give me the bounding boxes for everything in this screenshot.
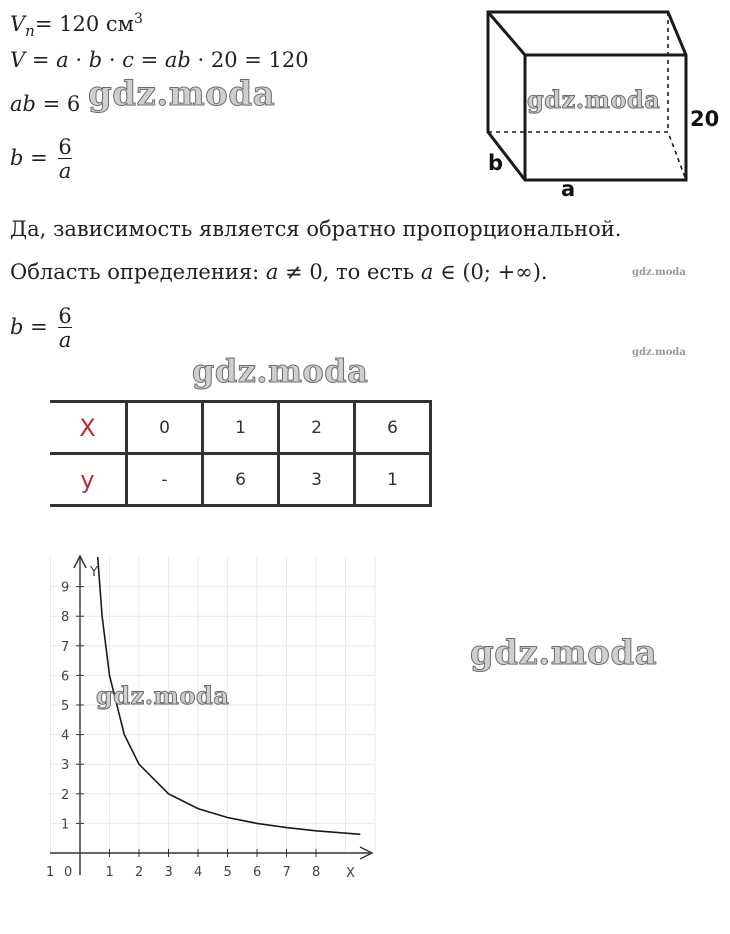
y-tick-label: 5 bbox=[61, 699, 70, 714]
watermark-1: gdz.moda bbox=[88, 74, 276, 114]
fraction2-denominator: a bbox=[58, 328, 72, 352]
table-y-label: y bbox=[50, 454, 127, 506]
table-cell: 0 bbox=[127, 402, 203, 454]
fraction-2 bbox=[58, 305, 71, 352]
formula-b: b bbox=[88, 48, 103, 72]
watermark-4: gdz.moda bbox=[470, 633, 658, 673]
x-tick-label: 3 bbox=[164, 865, 173, 880]
domain-prefix: Область определения: bbox=[10, 260, 266, 284]
watermark-small-2: gdz.moda bbox=[632, 347, 686, 358]
volume-unit-power: 3 bbox=[133, 11, 143, 27]
fraction-numerator: 6 bbox=[58, 135, 72, 159]
y-tick-label: 8 bbox=[61, 610, 70, 626]
formula-b-fraction bbox=[10, 136, 72, 183]
fraction-denominator: a bbox=[58, 159, 72, 183]
table-cell: 6 bbox=[355, 402, 431, 454]
domain-text bbox=[10, 260, 548, 284]
domain-interval: ∈ (0; +∞). bbox=[433, 260, 548, 284]
table-cell: 2 bbox=[279, 402, 355, 454]
watermark-small-1: gdz.moda bbox=[632, 267, 686, 278]
formula-volume-given bbox=[10, 6, 143, 44]
table-row-x bbox=[50, 402, 431, 454]
domain-ne: ≠ 0, то есть bbox=[278, 260, 421, 284]
fraction2-numerator: 6 bbox=[58, 304, 72, 328]
formula-ab-rhs: = 6 bbox=[35, 92, 81, 116]
formula2-eq: = bbox=[23, 315, 55, 339]
x-axis-label: X bbox=[346, 866, 355, 881]
formula-dot1: · bbox=[68, 48, 89, 72]
x-tick-label: 5 bbox=[223, 865, 232, 880]
y-tick-label: 9 bbox=[61, 580, 70, 596]
table-cell: - bbox=[127, 454, 203, 506]
volume-symbol: V bbox=[10, 12, 26, 36]
table-row-y bbox=[50, 454, 431, 506]
watermark-3: gdz.moda bbox=[192, 352, 369, 390]
y-axis-label: Y bbox=[90, 565, 98, 580]
y-tick-label: 1 bbox=[61, 817, 70, 833]
y-tick-label: 6 bbox=[61, 669, 70, 685]
y-tick-label: 3 bbox=[61, 758, 70, 774]
formula-b-lhs: b bbox=[10, 146, 24, 170]
table-x-label: X bbox=[50, 402, 127, 454]
domain-a1: a bbox=[265, 260, 279, 284]
watermark-2: gdz.moda bbox=[527, 85, 661, 114]
formula-ab-lhs: ab bbox=[10, 92, 36, 116]
x-tick-label: 7 bbox=[282, 865, 291, 880]
formula-a: a bbox=[56, 48, 69, 72]
table-cell: 1 bbox=[355, 454, 431, 506]
watermark-5: gdz.moda bbox=[96, 681, 230, 710]
table-cell: 3 bbox=[279, 454, 355, 506]
y-tick-label: 4 bbox=[61, 728, 70, 744]
formula2-b: b bbox=[10, 315, 24, 339]
formula-c: c bbox=[122, 48, 134, 72]
fraction bbox=[58, 136, 71, 183]
formula-dot2: · bbox=[102, 48, 123, 72]
x-tick-label: 6 bbox=[253, 865, 262, 880]
box-a-label: a bbox=[561, 177, 576, 200]
x-tick-label: 8 bbox=[312, 865, 321, 880]
formula-ab: ab bbox=[164, 48, 191, 72]
formula-b-fraction-2 bbox=[10, 305, 72, 352]
formula-ab-equals bbox=[10, 91, 80, 117]
values-table bbox=[50, 400, 432, 507]
table-cell: 1 bbox=[203, 402, 279, 454]
x-tick-label: 4 bbox=[194, 865, 203, 880]
y-tick-label: 7 bbox=[61, 639, 70, 655]
formula-v: V bbox=[10, 48, 26, 72]
y-tick-label: 2 bbox=[61, 787, 70, 803]
hyperbola-graph bbox=[0, 540, 730, 934]
box-b-label: b bbox=[488, 151, 504, 175]
origin-label: 0 bbox=[64, 865, 73, 880]
formula-eq2: = bbox=[133, 48, 165, 72]
formula-volume-product bbox=[10, 47, 309, 73]
domain-a2: a bbox=[420, 260, 434, 284]
formula-b-eq: = bbox=[23, 146, 55, 170]
negative-x-label: 1 bbox=[46, 865, 55, 880]
box-height-label: 20 bbox=[690, 107, 720, 131]
x-tick-label: 2 bbox=[135, 865, 144, 880]
formula-eq1: = bbox=[25, 48, 57, 72]
volume-subscript: n bbox=[25, 22, 35, 41]
x-tick-label: 1 bbox=[105, 865, 114, 880]
statement-text: Да, зависимость является обратно пропорциональной. bbox=[10, 217, 622, 241]
table-cell: 6 bbox=[203, 454, 279, 506]
formula-tail: · 20 = 120 bbox=[190, 48, 309, 72]
volume-value: = 120 см bbox=[34, 12, 134, 36]
